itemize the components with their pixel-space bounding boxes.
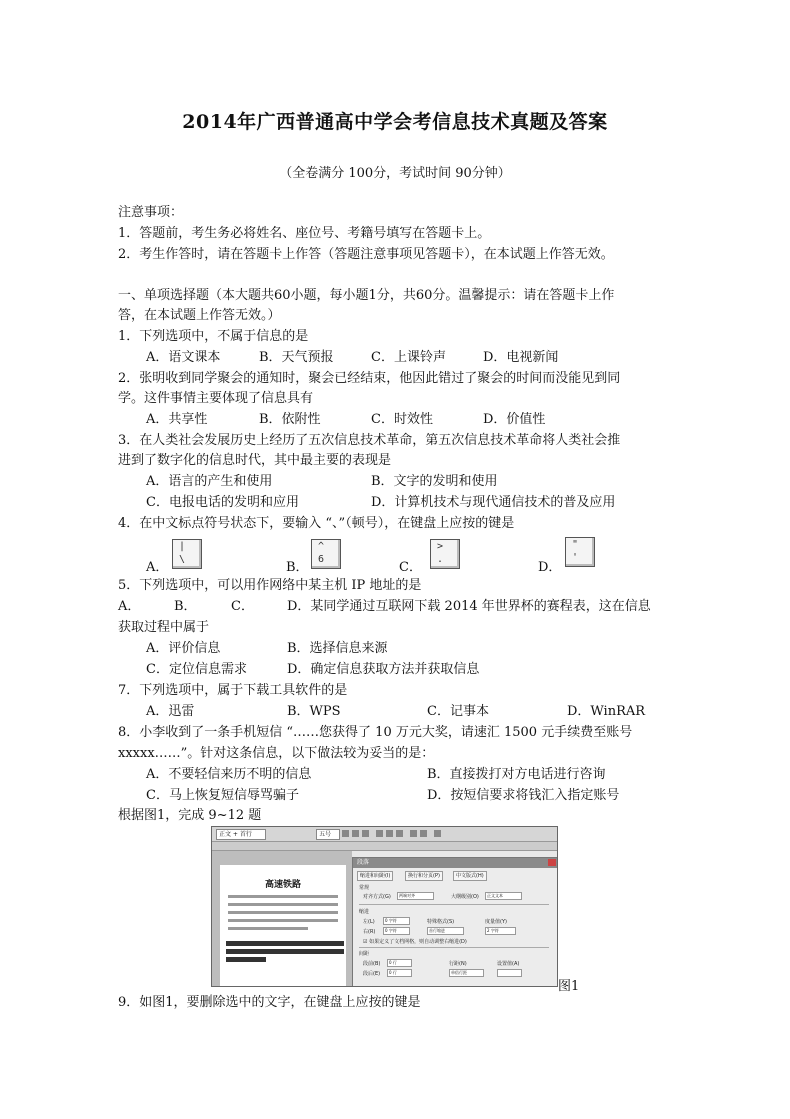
option-d: D．电视新闻 <box>483 350 559 365</box>
right-indent-label: 右(R) <box>363 929 376 935</box>
question-stem: 4．在中文标点符号状态下，要输入 “、”（顿号），在键盘上应按的键是 <box>118 516 515 531</box>
option-b: B．文字的发明和使用 <box>371 474 498 489</box>
style-dropdown[interactable]: 正文 + 首行 <box>216 829 266 840</box>
question-stem: 1．下列选项中，不属于信息的是 <box>118 329 309 344</box>
option-d: D．按短信要求将钱汇入指定账号 <box>427 788 620 803</box>
option-a: A． <box>146 560 169 575</box>
option-a: A．评价信息 <box>146 641 221 656</box>
option-c: C．电报电话的发明和应用 <box>146 495 299 510</box>
tab-asian-typography[interactable]: 中文版式(H) <box>453 871 487 881</box>
option-b: B． <box>286 560 309 575</box>
option-a: A．共享性 <box>146 412 208 427</box>
option-b: B．依附性 <box>259 412 321 427</box>
word-toolbar <box>212 827 557 842</box>
after-input[interactable]: 0 行 <box>387 969 412 977</box>
after-label: 段后(E) <box>363 971 381 977</box>
indent-label: 缩进 <box>359 909 370 915</box>
section-heading: 一、单项选择题（本大题共60小题，每小题1分，共60分。温馨提示：请在答题卡上作 <box>118 288 615 303</box>
special-label: 特殊格式(S) <box>427 919 455 925</box>
figure-intro: 根据图1，完成 9~12 题 <box>118 808 262 823</box>
backslash-key-icon: | \ <box>172 539 202 569</box>
option-d: D．确定信息获取方法并获取信息 <box>287 662 480 677</box>
note-item: 2．考生作答时，请在答题卡上作答（答题注意事项见答题卡），在本试题上作答无效。 <box>118 247 614 262</box>
question-stem: 8．小李收到了一条手机短信 “……您获得了 10 万元大奖，请速汇 1500 元手续费至账号 <box>118 725 633 740</box>
six-key-icon: ^ 6 <box>311 539 341 569</box>
separator <box>359 904 549 905</box>
question-stem-cont: 学。这件事情主要体现了信息具有 <box>118 391 314 406</box>
left-indent-label: 左(L) <box>363 919 375 925</box>
text-line <box>228 895 338 898</box>
alignment-select[interactable]: 两端对齐 <box>397 892 434 900</box>
question-stem-cont: xxxxx……”。针对这条信息，以下做法较为妥当的是： <box>118 746 435 761</box>
line-spacing-label: 行距(N) <box>449 961 467 967</box>
tab-indent-spacing[interactable]: 缩进和间距(I) <box>357 871 393 881</box>
grid-checkbox[interactable]: ☑ 如果定义了文档网格，则自动调整右缩进(D) <box>363 939 467 945</box>
note-item: 1．答题前，考生务必将姓名、座位号、考籍号填写在答题卡上。 <box>118 226 491 241</box>
question-stem-cont: 获取过程中属于 <box>118 620 210 635</box>
text-line <box>228 911 338 914</box>
measure-label: 度量值(Y) <box>485 919 507 925</box>
option-d: D．WinRAR <box>567 704 646 719</box>
measure-input[interactable]: 2 字符 <box>485 927 516 935</box>
outline-level-label: 大纲级别(O) <box>451 894 479 900</box>
ruler <box>212 842 557 851</box>
option-c: C．上课铃声 <box>371 350 446 365</box>
question-stem: 5．下列选项中，可以用作网络中某主机 IP 地址的是 <box>118 578 422 593</box>
question-stem: 7．下列选项中，属于下载工具软件的是 <box>118 683 348 698</box>
option-a: A．语言的产生和使用 <box>146 474 273 489</box>
document-heading: 高速铁路 <box>264 880 301 890</box>
bold-icon[interactable] <box>342 830 349 837</box>
align-right-icon[interactable] <box>396 830 403 837</box>
close-icon[interactable] <box>548 859 556 866</box>
line-spacing-select[interactable]: 单倍行距 <box>449 969 484 977</box>
figure-caption: 图1 <box>558 979 580 994</box>
alignment-label: 对齐方式(G) <box>363 894 391 900</box>
period-key-icon: > . <box>430 539 460 569</box>
before-input[interactable]: 0 行 <box>387 959 412 967</box>
font-size-dropdown[interactable]: 五号 <box>316 829 340 840</box>
question-stem: 2．张明收到同学聚会的通知时，聚会已经结束，他因此错过了聚会的时间而没能见到同 <box>118 371 621 386</box>
option-a: A．迅雷 <box>146 704 195 719</box>
option-b: B． <box>174 599 197 614</box>
option-d-merged: D．某同学通过互联网下载 2014 年世界杯的赛程表，这在信息 <box>287 599 651 614</box>
option-a: A．语文课本 <box>146 350 221 365</box>
separator <box>359 947 549 948</box>
general-label: 常规 <box>359 885 370 891</box>
option-c: C．时效性 <box>371 412 433 427</box>
spacing-label: 间距 <box>359 951 370 957</box>
option-b: B．天气预报 <box>259 350 334 365</box>
text-line <box>228 919 338 922</box>
indent-icon[interactable] <box>420 830 427 837</box>
figure-1-screenshot <box>211 826 558 987</box>
paragraph-dialog <box>352 857 558 987</box>
text-line <box>228 903 338 906</box>
align-center-icon[interactable] <box>386 830 393 837</box>
selected-text[interactable] <box>226 941 344 946</box>
set-value-label: 设置值(A) <box>497 961 520 967</box>
dialog-title: 段落 <box>353 858 558 868</box>
notes-heading: 注意事项： <box>118 205 184 220</box>
outline-level-select[interactable]: 正文文本 <box>485 892 522 900</box>
section-heading-cont: 答，在本试题上作答无效。） <box>118 308 281 323</box>
text-line <box>228 927 308 930</box>
special-select[interactable]: 首行缩进 <box>427 927 464 935</box>
option-b: B．WPS <box>287 704 341 719</box>
option-b: B．直接拨打对方电话进行咨询 <box>427 767 606 782</box>
option-a: A．不要轻信来历不明的信息 <box>146 767 312 782</box>
question-stem-cont: 进到了数字化的信息时代，其中最主要的表现是 <box>118 453 392 468</box>
option-c: C．记事本 <box>427 704 489 719</box>
option-c: C． <box>399 560 422 575</box>
question-stem: 3．在人类社会发展历史上经历了五次信息技术革命，第五次信息技术革命将人类社会推 <box>118 433 621 448</box>
tab-line-page-breaks[interactable]: 换行和分页(P) <box>405 871 443 881</box>
italic-icon[interactable] <box>352 830 359 837</box>
document-page <box>220 865 346 986</box>
option-c: C．定位信息需求 <box>146 662 247 677</box>
set-value-input[interactable] <box>497 969 522 977</box>
quote-key-icon: " ' <box>565 537 595 567</box>
font-color-icon[interactable] <box>434 830 441 837</box>
selected-text[interactable] <box>226 949 344 954</box>
page-title: 2014年广西普通高中学会考信息技术真题及答案 <box>182 111 608 133</box>
list-icon[interactable] <box>410 830 417 837</box>
document-area <box>212 851 352 986</box>
right-indent-input[interactable]: 0 字符 <box>383 927 410 935</box>
left-indent-input[interactable]: 0 字符 <box>383 917 410 925</box>
option-d: D．计算机技术与现代通信技术的普及应用 <box>371 495 616 510</box>
option-d: D． <box>538 560 562 575</box>
option-a: A． <box>118 599 141 614</box>
align-left-icon[interactable] <box>376 830 383 837</box>
underline-icon[interactable] <box>362 830 369 837</box>
before-label: 段前(B) <box>363 961 381 967</box>
question-stem: 9．如图1，要删除选中的文字，在键盘上应按的键是 <box>118 995 421 1010</box>
option-c: C． <box>231 599 254 614</box>
option-c: C．马上恢复短信辱骂骗子 <box>146 788 299 803</box>
selected-text[interactable] <box>226 957 266 962</box>
option-b: B．选择信息来源 <box>287 641 388 656</box>
page-subtitle: （全卷满分 100分，考试时间 90分钟） <box>279 166 511 181</box>
option-d: D．价值性 <box>483 412 546 427</box>
